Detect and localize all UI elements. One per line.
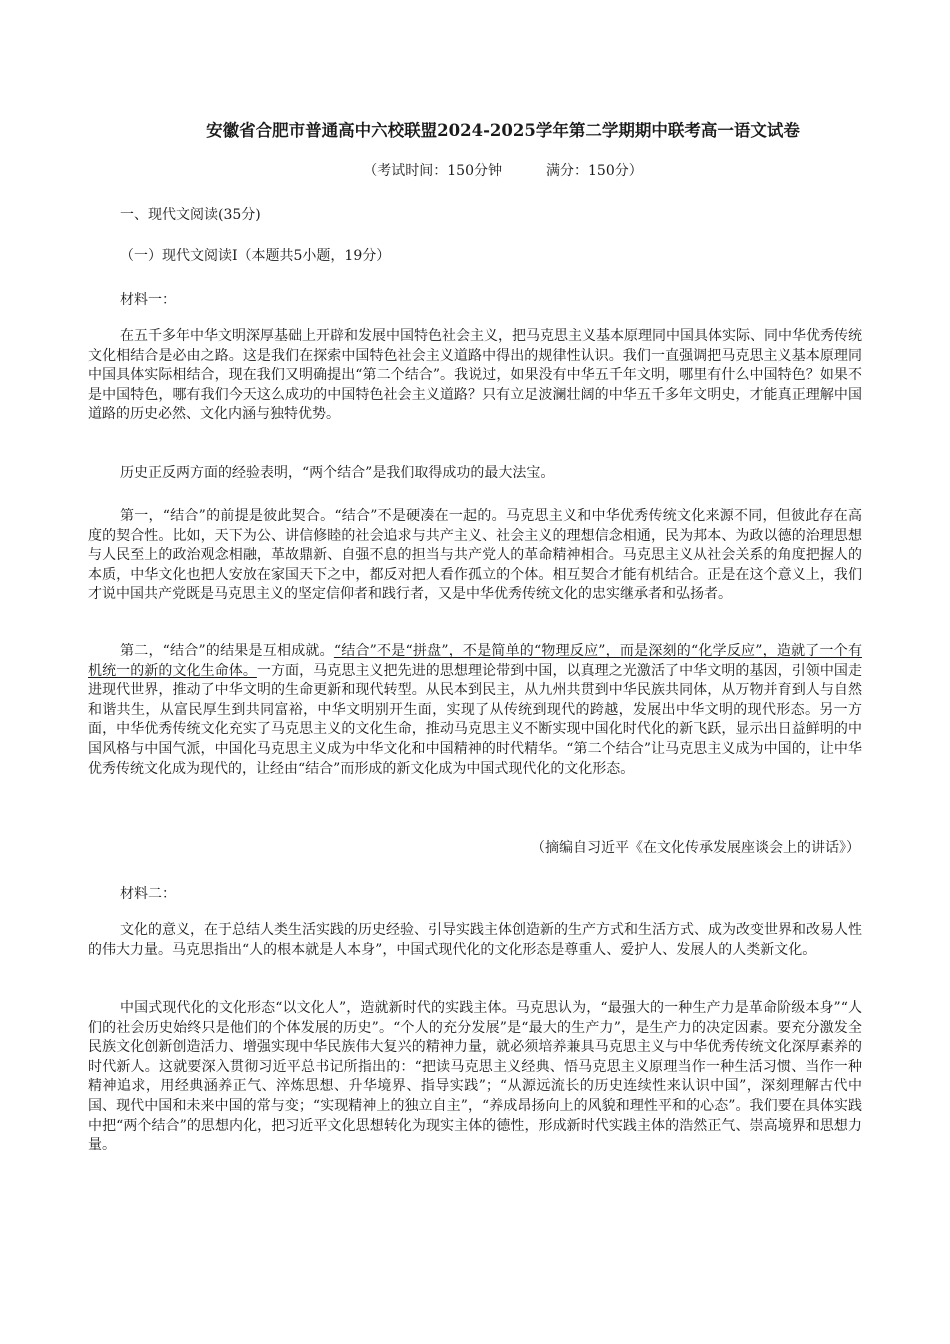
material2-paragraph-1: 文化的意义，在于总结人类生活实践的历史经验、引导实践主体创造新的生产方式和生活方式、成为改变世界和改易人性的伟大力量。马克思指出“人的根本就是人本身”，中国式现代化的文化形态是尊重人、爱护人、发展人的人类新文化。 [88,922,862,958]
paragraph-4-rest: 一方面，马克思主义把先进的思想理论带到中国，以真理之光激活了中华文明的基因，引领中国走进现代世界，推动了中华文明的生命更新和现代转型。从民本到民主，从九州共贯到中华民族共同体，从万物并育到人与自然和谐共生，从富民厚生到共同富裕，中华文明别开生面，实现了从传统到现代的跨越，发展出中华文明的现代形态。另一方面，中华优秀传统文化充实了马克思主义的文化生命，推动马克思主义不断实现中国化时代化的新飞跃，显示出日益鲜明的中国风格与中国气派，中国化马克思主义成为中华文化和中国精神的时代精华。“第二个结合”让马克思主义成为中国的，让中华优秀传统文化成为现代的，让经由“结合”而形成的新文化成为中国式现代化的文化形态。 [88,662,862,777]
exam-title: 安徽省合肥市普通高中六校联盟2024-2025学年第二学期期中联考高一语文试卷 [206,121,800,140]
material2-paragraph-2: 中国式现代化的文化形态“以文化人”，造就新时代的实践主体。马克思认为，“最强大的一种生产力是革命阶级本身”“人们的社会历史始终只是他们的个体发展的历史”。“个人的充分发展”是“最大的生产力”，是生产力的决定因素。要充分激发全民族文化创新创造活力、增强实现中华民族伟大复兴的精神力量，就必须培养兼具马克思主义与中华优秀传统文化深厚素养的时代新人。这就要深入贯彻习近平总书记所指出的：“把读马克思主义经典、悟马克思主义原理当作一种生活习惯、当作一种精神追求，用经典涵养正气、淬炼思想、升华境界、指导实践”；“从源远流长的历史连续性来认识中国”，深刻理解古代中国、现代中国和未来中国的常与变；“实现精神上的独立自主”，“养成昂扬向上的风貌和理性平和的心态”。我们要在具体实践中把“两个结合”的思想内化，把习近平文化思想转化为现实主体的德性，形成新时代实践主体的浩然正气、崇高境界和思想力量。 [88,1000,862,1154]
material1-paragraph-3: 第一，“结合”的前提是彼此契合。“结合”不是硬凑在一起的。马克思主义和中华优秀传统文化来源不同，但彼此存在高度的契合性。比如，天下为公、讲信修睦的社会追求与共产主义、社会主义的理想信念相通，民为邦本、为政以德的治理思想与人民至上的政治观念相融，革故鼎新、自强不息的担当与共产党人的革命精神相合。马克思主义从社会关系的角度把握人的本质，中华文化也把人安放在家国天下之中，都反对把人看作孤立的个体。相互契合才能有机结合。正是在这个意义上，我们才说中国共产党既是马克思主义的坚定信仰者和践行者，又是中华优秀传统文化的忠实继承者和弘扬者。 [88,508,862,603]
material1-paragraph-2: 历史正反两方面的经验表明，“两个结合”是我们取得成功的最大法宝。 [120,465,555,481]
material1-paragraph-1: 在五千多年中华文明深厚基础上开辟和发展中国特色社会主义，把马克思主义基本原理同中国具体实际、同中华优秀传统文化相结合是必由之路。这是我们在探索中国特色社会主义道路中得出的规律性认识。我们一直强调把马克思主义基本原理同中国具体实际相结合，现在我们又明确提出“第二个结合”。我说过，如果没有中华五千年文明，哪里有什么中国特色？如果不是中国特色，哪有我们今天这么成功的中国特色社会主义道路？只有立足波澜壮阔的中华五千多年文明史，才能真正理解中国道路的历史必然、文化内涵与独特优势。 [88,328,862,423]
exam-time: （考试时间：150分钟 [363,163,502,179]
underlined-sentence: “结合”不是“拼盘”，不是简单的“物理反应”，而是深刻的“化学反应”，造就了一个有机统一的新的文化生命体。 [88,643,862,679]
subsection-heading: （一）现代文阅读Ⅰ（本题共5小题，19分） [120,248,391,264]
source-citation: （摘编自习近平《在文化传承发展座谈会上的讲话》） [531,840,860,856]
material1-label: 材料一： [120,292,176,308]
exam-info [88,160,918,180]
paragraph-4-start: 第二，“结合”的结果是互相成就。 [120,643,334,659]
material2-label: 材料二： [120,886,176,902]
section-heading: 一、现代文阅读(35分) [120,207,261,223]
material1-paragraph-4 [88,642,862,779]
full-score: 满分：150分） [546,163,643,179]
